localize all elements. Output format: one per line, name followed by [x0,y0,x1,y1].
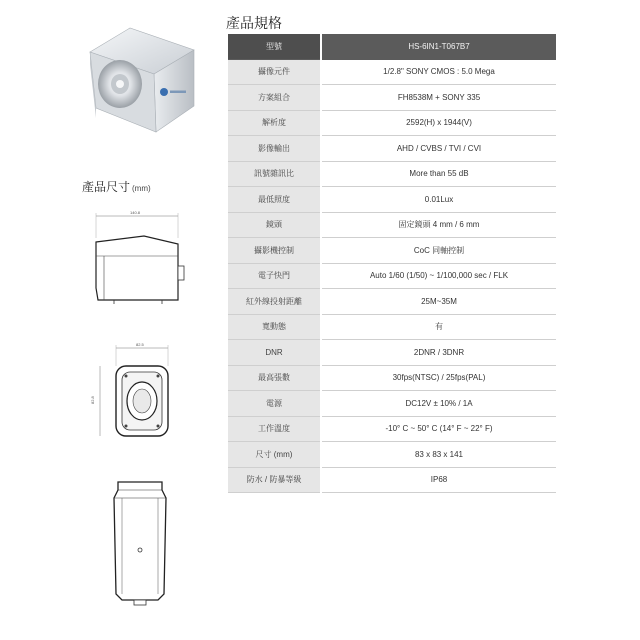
camera-product-photo [78,22,198,152]
spec-value: 25M~35M [321,289,556,315]
spec-value: IP68 [321,467,556,493]
spec-label: 型號 [228,34,321,59]
spec-label: 電子快門 [228,263,321,289]
dimensions-title-text: 產品尺寸 [82,180,131,194]
spec-value: More than 55 dB [321,161,556,187]
spec-label: 尺寸 (mm) [228,442,321,468]
dimensions-title [82,178,151,195]
spec-value: DC12V ± 10% / 1A [321,391,556,417]
spec-row [228,365,556,391]
spec-label: 電源 [228,391,321,417]
spec-row [228,289,556,315]
spec-value: 0.01Lux [321,187,556,213]
spec-label: DNR [228,340,321,366]
spec-row [228,161,556,187]
spec-row [228,314,556,340]
spec-row [228,212,556,238]
side-view-drawing [84,208,194,318]
spec-row [228,263,556,289]
spec-title: 產品規格 [226,15,282,31]
spec-label: 攝影機控制 [228,238,321,264]
spec-row [228,442,556,468]
spec-row [228,391,556,417]
spec-row [228,340,556,366]
spec-row [228,187,556,213]
spec-value: 固定鏡頭 4 mm / 6 mm [321,212,556,238]
spec-label: 紅外線投射距離 [228,289,321,315]
spec-label: 方案組合 [228,85,321,111]
dimensions-unit: (mm) [132,184,151,193]
spec-table [228,34,556,493]
spec-value: Auto 1/60 (1/50) ~ 1/100,000 sec / FLK [321,263,556,289]
spec-label: 最低照度 [228,187,321,213]
spec-label: 最高張數 [228,365,321,391]
spec-row [228,110,556,136]
spec-row [228,85,556,111]
side-width-label: 140.8 [130,210,141,215]
spec-value: CoC 同軸控制 [321,238,556,264]
spec-value: 2DNR / 3DNR [321,340,556,366]
spec-label: 鏡頭 [228,212,321,238]
bottom-view-drawing [100,470,180,610]
spec-row [228,467,556,493]
spec-row [228,136,556,162]
spec-value: -10° C ~ 50° C (14° F ~ 22° F) [321,416,556,442]
spec-label: 訊號雜訊比 [228,161,321,187]
spec-value: 有 [321,314,556,340]
spec-label: 防水 / 防暴等級 [228,467,321,493]
spec-row [228,416,556,442]
spec-value: 30fps(NTSC) / 25fps(PAL) [321,365,556,391]
spec-value: 1/2.8" SONY CMOS : 5.0 Mega [321,59,556,85]
front-height-label: 82.8 [90,396,95,404]
spec-value: 2592(H) x 1944(V) [321,110,556,136]
spec-value: HS-6IN1-T067B7 [321,34,556,59]
spec-label: 影像輸出 [228,136,321,162]
spec-value: AHD / CVBS / TVI / CVI [321,136,556,162]
spec-value: 83 x 83 x 141 [321,442,556,468]
front-view-drawing [84,338,194,448]
spec-label: 寬動態 [228,314,321,340]
spec-value: FH8538M + SONY 335 [321,85,556,111]
spec-row [228,238,556,264]
spec-label: 攝像元件 [228,59,321,85]
spec-label: 解析度 [228,110,321,136]
spec-row [228,59,556,85]
spec-row-model [228,34,556,59]
front-width-label: 82.5 [136,342,144,347]
spec-label: 工作溫度 [228,416,321,442]
